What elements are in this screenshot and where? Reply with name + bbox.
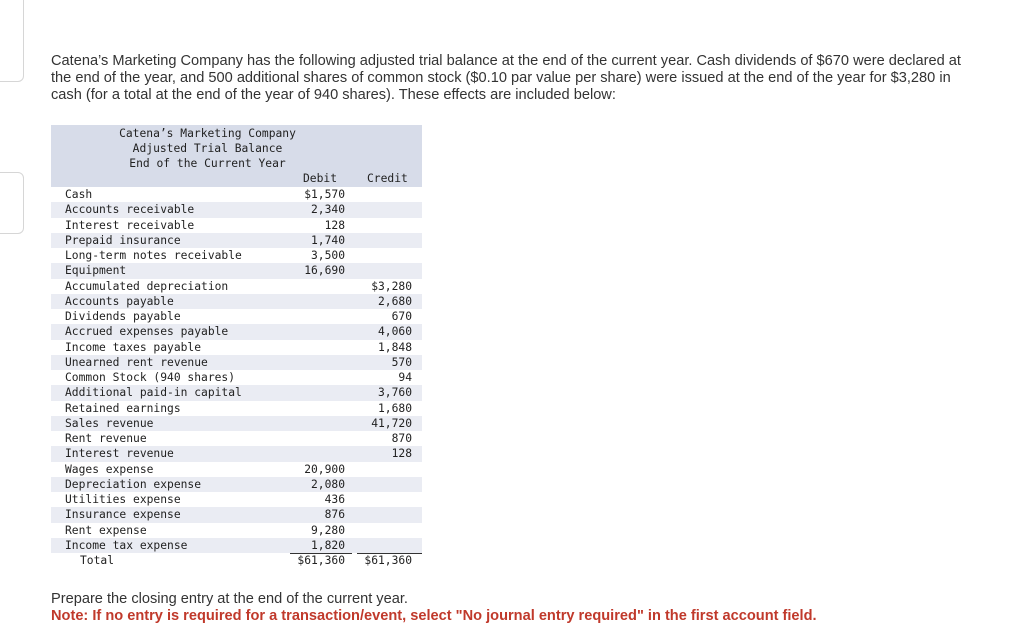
table-row <box>51 294 422 309</box>
debit-amount: 3,500 <box>310 249 345 262</box>
debit-amount: 20,900 <box>304 462 345 476</box>
debit-amount: $1,570 <box>304 188 345 201</box>
table-row <box>51 416 422 431</box>
account-name: Depreciation expense <box>65 477 202 491</box>
credit-amount: 41,720 <box>371 416 412 430</box>
total-label: Total <box>80 554 115 567</box>
debit-amount: 2,080 <box>310 477 345 491</box>
company-name: Catena’s Marketing Company <box>119 127 296 140</box>
table-row <box>51 187 422 202</box>
table-row <box>51 385 422 400</box>
account-name: Income tax expense <box>65 538 188 552</box>
credit-amount: 2,680 <box>377 294 412 308</box>
note-body: If no entry is required for a transaction/event, select "No journal entry required" in the first account field. <box>92 608 817 624</box>
side-panel-middle <box>0 172 24 234</box>
table-row <box>51 248 422 263</box>
account-name: Dividends payable <box>65 310 181 323</box>
table-row <box>51 355 422 370</box>
account-name: Retained earnings <box>65 401 181 415</box>
account-name: Cash <box>65 188 93 201</box>
adjusted-trial-balance-table <box>51 125 422 568</box>
table-row <box>51 523 422 538</box>
credit-column-header: Credit <box>367 172 408 185</box>
side-panel-top <box>0 0 24 82</box>
note-label: Note: <box>51 608 89 624</box>
trial-balance-header <box>51 125 422 187</box>
account-name: Equipment <box>65 264 127 278</box>
debit-amount: 1,820 <box>310 538 345 552</box>
account-name: Interest revenue <box>65 447 174 461</box>
account-name: Sales revenue <box>65 416 154 430</box>
report-title: Adjusted Trial Balance <box>132 142 283 155</box>
debit-amount: 1,740 <box>310 233 345 247</box>
account-name: Accrued expenses payable <box>65 325 229 339</box>
table-row <box>51 233 422 248</box>
account-name: Rent revenue <box>65 432 147 445</box>
account-name: Income taxes payable <box>65 340 202 354</box>
account-name: Accounts payable <box>65 294 174 308</box>
debit-amount: 436 <box>324 493 345 506</box>
credit-amount: 670 <box>391 310 412 323</box>
total-row <box>51 553 422 568</box>
trial-balance-rows <box>51 187 422 553</box>
account-name: Common Stock (940 shares) <box>65 371 236 384</box>
note-text <box>51 608 817 625</box>
account-name: Accumulated depreciation <box>65 279 229 293</box>
account-name: Long-term notes receivable <box>65 249 242 262</box>
debit-amount: 9,280 <box>310 523 345 537</box>
table-row <box>51 538 422 553</box>
credit-amount: 94 <box>398 371 412 384</box>
account-name: Unearned rent revenue <box>65 355 208 369</box>
credit-amount: 128 <box>391 447 412 461</box>
credit-amount: 4,060 <box>377 325 412 339</box>
table-row <box>51 218 422 233</box>
debit-amount: 2,340 <box>310 203 345 217</box>
debit-amount: 876 <box>324 508 345 522</box>
table-row <box>51 401 422 416</box>
credit-amount: 1,680 <box>377 401 412 415</box>
table-row <box>51 462 422 477</box>
instruction-text: Prepare the closing entry at the end of the current year. <box>51 591 408 607</box>
account-name: Accounts receivable <box>65 203 195 217</box>
debit-column-header: Debit <box>303 172 338 185</box>
account-name: Prepaid insurance <box>65 233 181 247</box>
table-row <box>51 263 422 278</box>
table-row <box>51 446 422 461</box>
account-name: Insurance expense <box>65 508 181 522</box>
table-row <box>51 477 422 492</box>
account-name: Interest receivable <box>65 218 195 232</box>
credit-amount: $3,280 <box>371 279 412 293</box>
total-debit: $61,360 <box>290 553 352 568</box>
credit-amount: 1,848 <box>377 340 412 354</box>
table-row <box>51 431 422 446</box>
debit-amount: 16,690 <box>304 264 345 278</box>
table-row <box>51 324 422 339</box>
account-name: Wages expense <box>65 462 154 476</box>
credit-amount: 3,760 <box>377 386 412 400</box>
account-name: Additional paid-in capital <box>65 386 242 400</box>
credit-amount: 870 <box>391 432 412 445</box>
problem-description: Catena’s Marketing Company has the following adjusted trial balance at the end of the current year. Cash dividends of $670 were declared at the end of the year, and 500 additional shares of common stock ($0.10 par value per share) were issued at the end of the year for $3,280 in cash (for a total at the end of the year of 940 shares). These effects are included below: <box>51 53 961 103</box>
table-row <box>51 202 422 217</box>
debit-amount: 128 <box>324 218 345 232</box>
table-row <box>51 279 422 294</box>
table-row <box>51 492 422 507</box>
table-row <box>51 507 422 522</box>
report-period: End of the Current Year <box>129 157 286 170</box>
account-name: Utilities expense <box>65 493 181 506</box>
table-row <box>51 370 422 385</box>
account-name: Rent expense <box>65 523 147 537</box>
credit-amount: 570 <box>391 355 412 369</box>
table-row <box>51 340 422 355</box>
total-credit: $61,360 <box>357 553 422 568</box>
table-row <box>51 309 422 324</box>
